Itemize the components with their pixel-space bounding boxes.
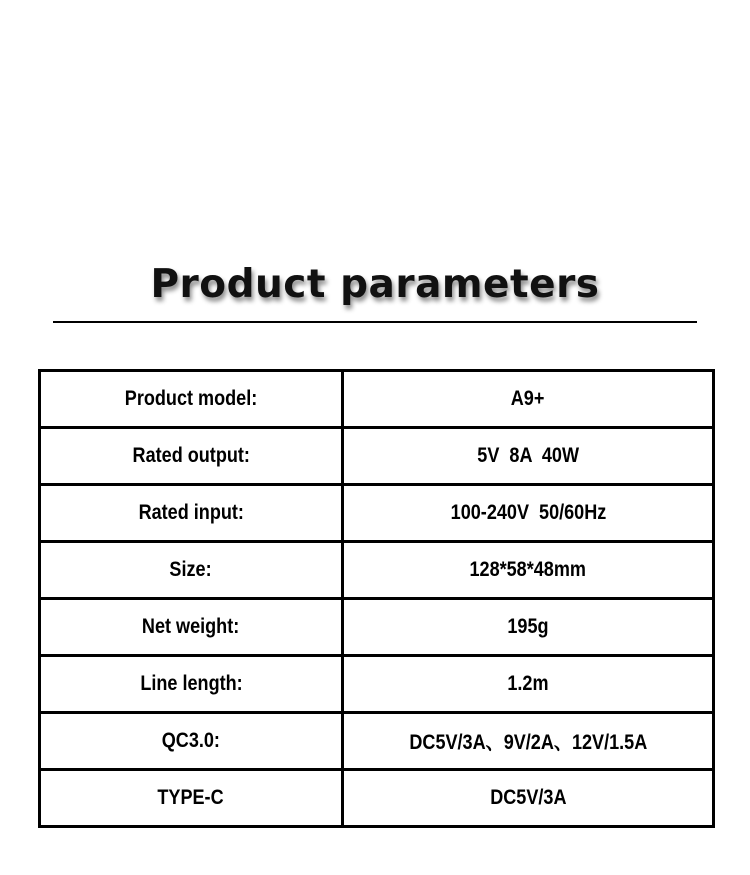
- spec-label-text: Size:: [169, 558, 213, 581]
- spec-value-text: 128*58*48mm: [469, 558, 587, 581]
- spec-label-text: Product model:: [124, 387, 258, 410]
- spec-value-text: 100-240V 50/60Hz: [450, 501, 606, 524]
- spec-label-text: Rated output:: [132, 444, 250, 467]
- spec-value: [343, 770, 714, 827]
- spec-label: [40, 371, 343, 428]
- spec-value: [343, 371, 714, 428]
- spec-label: [40, 770, 343, 827]
- spec-label-text: Line length:: [139, 672, 243, 695]
- spec-label: [40, 713, 343, 770]
- table-row: [40, 485, 714, 542]
- table-row: [40, 599, 714, 656]
- page-title: Product parameters: [150, 262, 600, 307]
- spec-value: [343, 428, 714, 485]
- spec-value-text: DC5V/3A: [489, 786, 567, 809]
- spec-label-text: TYPE-C: [157, 786, 225, 809]
- spec-value: [343, 599, 714, 656]
- spec-label-text: Net weight:: [142, 615, 240, 638]
- spec-label: [40, 485, 343, 542]
- spec-value: [343, 485, 714, 542]
- title-divider: [53, 321, 697, 323]
- spec-value: [343, 656, 714, 713]
- spec-value-text: A9+: [511, 387, 545, 410]
- spec-label: [40, 542, 343, 599]
- table-row: [40, 371, 714, 428]
- spec-label-text: Rated input:: [138, 501, 244, 524]
- spec-value-text: DC5V/3A、9V/2A、12V/1.5A: [409, 731, 647, 754]
- spec-value-text: 195g: [507, 615, 549, 638]
- table-row: [40, 713, 714, 770]
- table-row: [40, 656, 714, 713]
- spec-table: [38, 369, 715, 828]
- table-row: [40, 428, 714, 485]
- spec-value: [343, 542, 714, 599]
- table-row: [40, 542, 714, 599]
- spec-value-text: 5V 8A 40W: [477, 444, 579, 467]
- table-row: [40, 770, 714, 827]
- spec-label: [40, 599, 343, 656]
- spec-label-text: QC3.0:: [161, 729, 221, 752]
- spec-label: [40, 656, 343, 713]
- spec-value-text: 1.2m: [507, 672, 549, 695]
- spec-value: [343, 713, 714, 770]
- spec-label: [40, 428, 343, 485]
